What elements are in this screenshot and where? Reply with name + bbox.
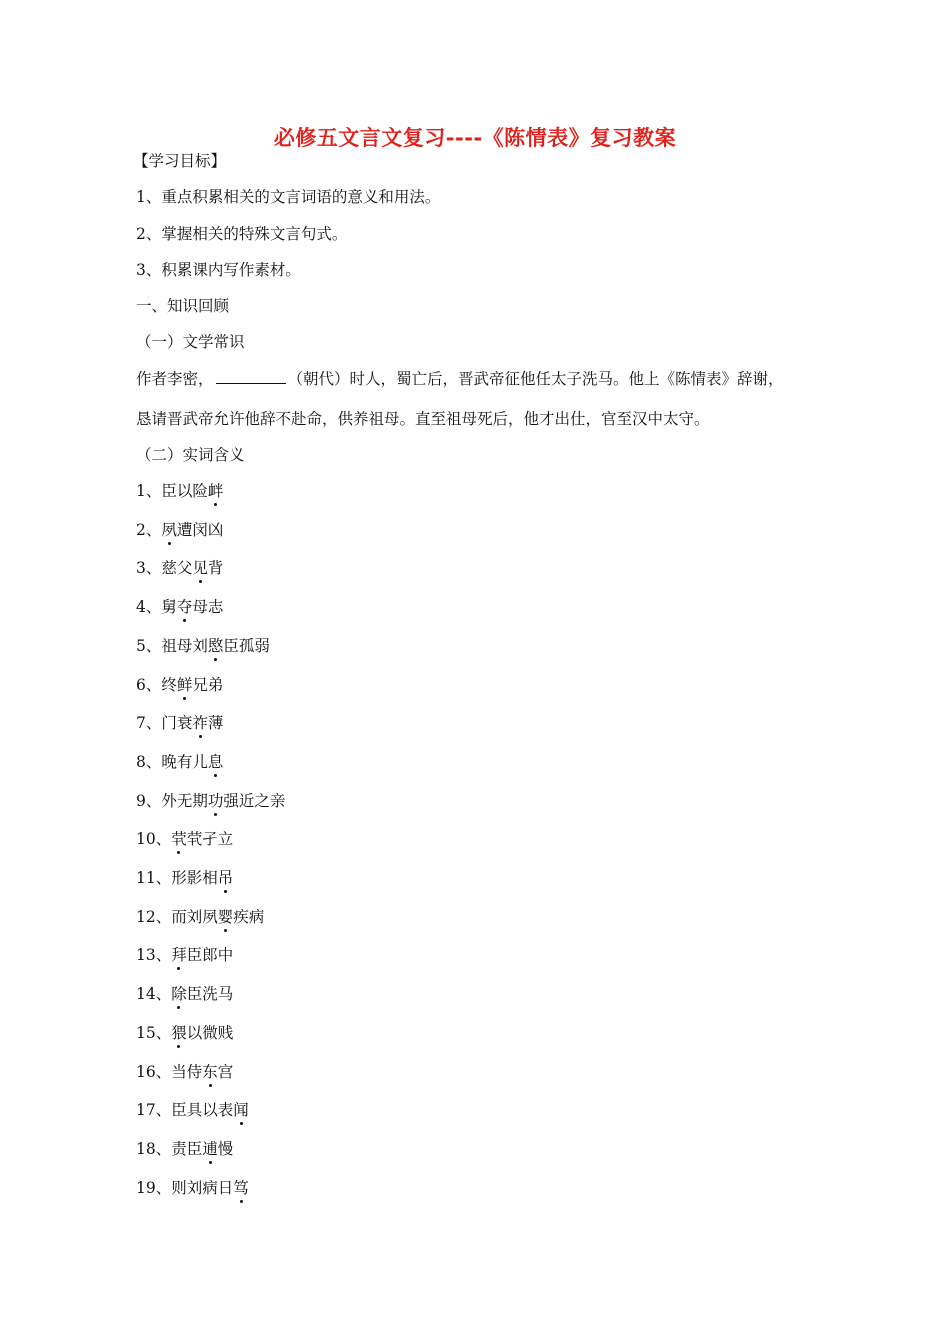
vocab-number: 4、 — [136, 598, 162, 617]
vocab-item — [136, 1138, 233, 1160]
vocab-text-after: 母志 — [192, 598, 224, 617]
vocab-key-char: 茕 — [171, 830, 187, 849]
vocab-key-char: 婴 — [217, 907, 234, 926]
vocab-number: 3、 — [136, 559, 162, 578]
subsection-literary-heading: （一）文学常识 — [136, 333, 245, 351]
vocab-item — [136, 1099, 249, 1121]
vocab-text-after: 遭闵凶 — [176, 520, 224, 539]
vocab-key-char: 东 — [202, 1062, 218, 1081]
goal-item-1: 1、重点积累相关的文言词语的意义和用法。 — [136, 188, 441, 206]
vocab-item — [136, 1022, 233, 1044]
vocab-text-after: 宫 — [217, 1062, 234, 1081]
vocab-item — [136, 1177, 249, 1199]
vocab-text-before: 臣具以表 — [171, 1101, 234, 1120]
vocab-number: 14、 — [136, 985, 172, 1004]
vocab-key-char: 逋 — [202, 1139, 218, 1158]
vocab-text-before: 外无期 — [161, 791, 208, 810]
vocab-key-char: 夺 — [176, 598, 193, 617]
vocab-text-after: 臣郎中 — [186, 946, 234, 965]
vocab-key-char: 笃 — [233, 1178, 249, 1197]
vocab-number: 7、 — [136, 714, 162, 733]
text-after-blank: （朝代）时人，蜀亡后，晋武帝征他任太子洗马。他上《陈情表》辞谢， — [287, 370, 784, 388]
vocab-key-char: 功 — [207, 791, 224, 810]
vocab-number: 6、 — [136, 675, 162, 694]
vocab-number: 13、 — [136, 946, 172, 965]
vocab-key-char: 猥 — [171, 1023, 187, 1042]
vocab-item — [136, 828, 233, 850]
vocab-text-before: 终 — [161, 675, 177, 694]
vocab-text-before: 慈父 — [161, 559, 193, 578]
vocab-number: 18、 — [136, 1139, 172, 1158]
vocab-text-after: 以微贱 — [186, 1023, 234, 1042]
vocab-key-char: 吊 — [217, 869, 234, 887]
vocab-text-before: 形影相 — [171, 869, 218, 887]
vocab-key-char: 除 — [171, 985, 187, 1004]
vocab-text-before: 则刘病日 — [171, 1178, 234, 1197]
text-before-blank: 作者李密， — [136, 370, 214, 388]
vocab-item — [136, 867, 233, 889]
vocab-number: 17、 — [136, 1101, 172, 1120]
vocab-item — [136, 674, 223, 696]
literary-paragraph-line1 — [136, 368, 784, 390]
vocab-number: 16、 — [136, 1062, 172, 1081]
vocab-number: 2、 — [136, 520, 162, 539]
vocab-number: 5、 — [136, 636, 162, 655]
goal-item-2: 2、掌握相关的特殊文言句式。 — [136, 225, 348, 243]
vocab-number: 15、 — [136, 1023, 172, 1042]
vocab-item — [136, 480, 223, 502]
section-heading: 一、知识回顾 — [136, 297, 230, 315]
vocab-text-after: 薄 — [207, 714, 224, 733]
vocab-key-char: 夙 — [161, 520, 177, 539]
fill-in-blank — [216, 369, 286, 384]
vocab-key-char: 拜 — [171, 946, 187, 965]
vocab-item — [136, 712, 223, 734]
vocab-text-after: 疾病 — [233, 907, 265, 926]
vocab-number: 1、 — [136, 482, 162, 500]
vocab-number: 9、 — [136, 791, 162, 810]
vocab-item — [136, 906, 264, 928]
vocab-number: 12、 — [136, 907, 172, 926]
vocab-text-after: 慢 — [217, 1139, 234, 1158]
vocab-text-before: 当侍 — [171, 1062, 203, 1081]
vocab-text-before: 晚有儿 — [161, 752, 208, 771]
vocab-item — [136, 983, 233, 1005]
vocab-text-before: 舅 — [161, 598, 177, 617]
vocab-text-after: 兄弟 — [192, 675, 224, 694]
vocab-number: 10、 — [136, 830, 172, 849]
vocab-text-before: 而刘夙 — [171, 907, 218, 926]
vocab-item — [136, 944, 233, 966]
vocab-item — [136, 635, 270, 657]
vocab-number: 8、 — [136, 752, 162, 771]
vocab-text-after: 背 — [207, 559, 224, 578]
vocab-text-after: 臣洗马 — [186, 985, 234, 1004]
subsection-vocab-heading: （二）实词含义 — [136, 446, 245, 464]
vocab-text-before: 祖母刘 — [161, 636, 208, 655]
vocab-item — [136, 1061, 233, 1083]
vocab-text-after: 臣孤弱 — [223, 636, 270, 655]
vocab-key-char: 愍 — [207, 636, 224, 655]
vocab-number: 11、 — [136, 869, 172, 887]
vocab-item — [136, 519, 223, 541]
vocab-item — [136, 557, 223, 579]
vocab-number: 19、 — [136, 1178, 172, 1197]
vocab-text-before: 责臣 — [171, 1139, 203, 1158]
vocab-text-before: 臣以险 — [161, 482, 208, 500]
vocab-key-char: 息 — [207, 752, 224, 771]
goals-header: 【学习目标】 — [133, 152, 227, 170]
vocab-text-after: 强近之亲 — [223, 791, 286, 810]
vocab-item — [136, 596, 223, 618]
vocab-key-char: 鲜 — [176, 675, 193, 694]
goal-item-3: 3、积累课内写作素材。 — [136, 261, 301, 279]
vocab-text-before: 门衰 — [161, 714, 193, 733]
vocab-text-after: 茕孑立 — [186, 830, 234, 849]
vocab-item — [136, 751, 223, 773]
vocab-item — [136, 790, 285, 812]
vocab-key-char: 闻 — [233, 1101, 249, 1120]
vocab-key-char: 祚 — [192, 714, 208, 733]
vocab-key-char: 衅 — [207, 482, 224, 500]
document-title: 必修五文言文复习----《陈情表》复习教案 — [273, 126, 677, 150]
literary-paragraph-line2: 恳请晋武帝允许他辞不赴命，供养祖母。直至祖母死后，他才出仕，官至汉中太守。 — [136, 410, 710, 428]
vocab-key-char: 见 — [192, 559, 208, 578]
